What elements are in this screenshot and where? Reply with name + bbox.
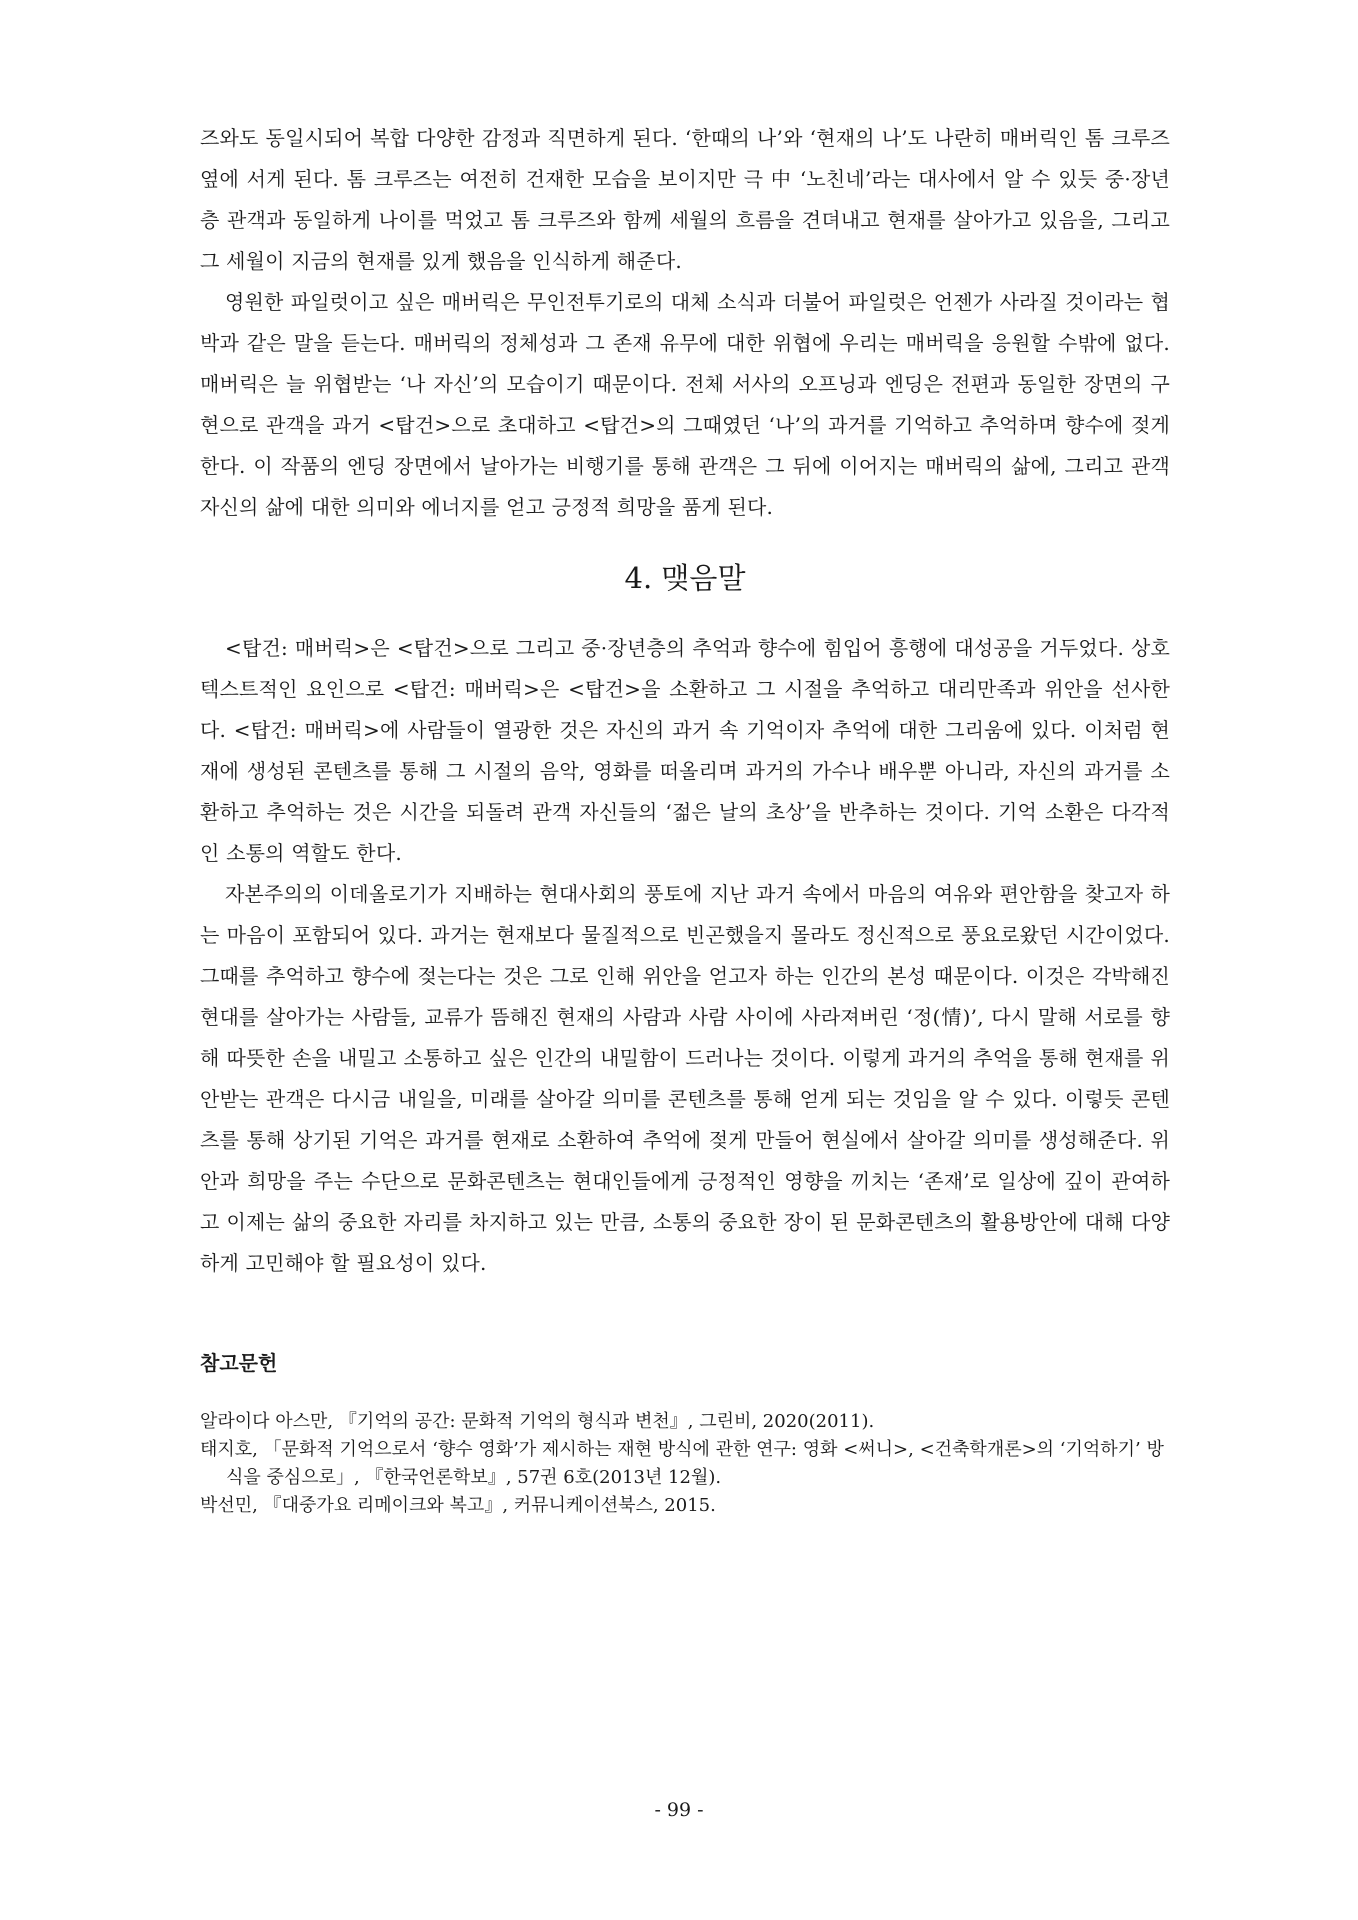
body-paragraph: 영원한 파일럿이고 싶은 매버릭은 무인전투기로의 대체 소식과 더불어 파일럿은 언젠가 사라질 것이라는 협박과 같은 말을 듣는다. 매버릭의 정체성과 그 존재 유무에 대한 위협에 우리는 매버릭을 응원할 수밖에 없다. 매버릭은 늘 위협받는 ‘나 자신’의 모습이기 때문이다. 전체 서사의 오프닝과 엔딩은 전편과 동일한 장면의 구현으로 관객을 과거 <탑건>으로 초대하고 <탑건>의 그때였던 ‘나’의 과거를 기억하고 추억하며 향수에 젖게 한다. 이 작품의 엔딩 장면에서 날아가는 비행기를 통해 관객은 그 뒤에 이어지는 매버릭의 삶에, 그리고 관객 자신의 삶에 대한 의미와 에너지를 얻고 긍정적 희망을 품게 된다. bbox=[200, 290, 1170, 519]
reference-item: 박선민, 『대중가요 리메이크와 복고』, 커뮤니케이션북스, 2015. bbox=[200, 1495, 716, 1516]
reference-item: 태지호, 「문화적 기억으로서 ‘향수 영화’가 제시하는 재현 방식에 관한 연구: 영화 <써니>, <건축학개론>의 ‘기억하기’ 방식을 중심으로」, 『한국언론학보』, 57권 6호(2013년 12월). bbox=[200, 1439, 1164, 1488]
body-paragraph: 자본주의의 이데올로기가 지배하는 현대사회의 풍토에 지난 과거 속에서 마음의 여유와 편안함을 찾고자 하는 마음이 포함되어 있다. 과거는 현재보다 물질적으로 빈곤했을지 몰라도 정신적으로 풍요로왔던 시간이었다. 그때를 추억하고 향수에 젖는다는 것은 그로 인해 위안을 얻고자 하는 인간의 본성 때문이다. 이것은 각박해진 현대를 살아가는 사람들, 교류가 뜸해진 현재의 사람과 사람 사이에 사라져버린 ‘정(情)’, 다시 말해 서로를 향해 따뜻한 손을 내밀고 소통하고 싶은 인간의 내밀함이 드러나는 것이다. 이렇게 과거의 추억을 통해 현재를 위안받는 관객은 다시금 내일을, 미래를 살아갈 의미를 콘텐츠를 통해 얻게 되는 것임을 알 수 있다. 이렇듯 콘텐츠를 통해 상기된 기억은 과거를 현재로 소환하여 추억에 젖게 만들어 현실에서 살아갈 의미를 생성해준다. 위안과 희망을 주는 수단으로 문화콘텐츠는 현대인들에게 긍정적인 영향을 끼치는 ‘존재’로 일상에 깊이 관여하고 이제는 삶의 중요한 자리를 차지하고 있는 만큼, 소통의 중요한 장이 된 문화콘텐츠의 활용방안에 대해 다양하게 고민해야 할 필요성이 있다. bbox=[200, 882, 1170, 1275]
references-list bbox=[200, 1408, 1170, 1520]
document-page bbox=[200, 118, 1170, 1520]
body-paragraph: 즈와도 동일시되어 복합 다양한 감정과 직면하게 된다. ‘한때의 나’와 ‘현재의 나’도 나란히 매버릭인 톰 크루즈 옆에 서게 된다. 톰 크루즈는 여전히 건재한 모습을 보이지만 극 中 ‘노친네’라는 대사에서 알 수 있듯 중·장년층 관객과 동일하게 나이를 먹었고 톰 크루즈와 함께 세월의 흐름을 견뎌내고 현재를 살아가고 있음을, 그리고 그 세월이 지금의 현재를 있게 했음을 인식하게 해준다. bbox=[200, 126, 1170, 273]
body-paragraph: <탑건: 매버릭>은 <탑건>으로 그리고 중·장년층의 추억과 향수에 힘입어 흥행에 대성공을 거두었다. 상호텍스트적인 요인으로 <탑건: 매버릭>은 <탑건>을 소환하고 그 시절을 추억하고 대리만족과 위안을 선사한다. <탑건: 매버릭>에 사람들이 열광한 것은 자신의 과거 속 기억이자 추억에 대한 그리움에 있다. 이처럼 현재에 생성된 콘텐츠를 통해 그 시절의 음악, 영화를 떠올리며 과거의 가수나 배우뿐 아니라, 자신의 과거를 소환하고 추억하는 것은 시간을 되돌려 관객 자신들의 ‘젊은 날의 초상’을 반추하는 것이다. 기억 소환은 다각적인 소통의 역할도 한다. bbox=[200, 636, 1170, 865]
section-title: 4. 맺음말 bbox=[624, 561, 746, 595]
references-heading: 참고문헌 bbox=[200, 1351, 278, 1375]
reference-item: 알라이다 아스만, 『기억의 공간: 문화적 기억의 형식과 변천』, 그린비, 2020(2011). bbox=[200, 1411, 875, 1432]
page-number: - 99 - bbox=[654, 1799, 704, 1821]
